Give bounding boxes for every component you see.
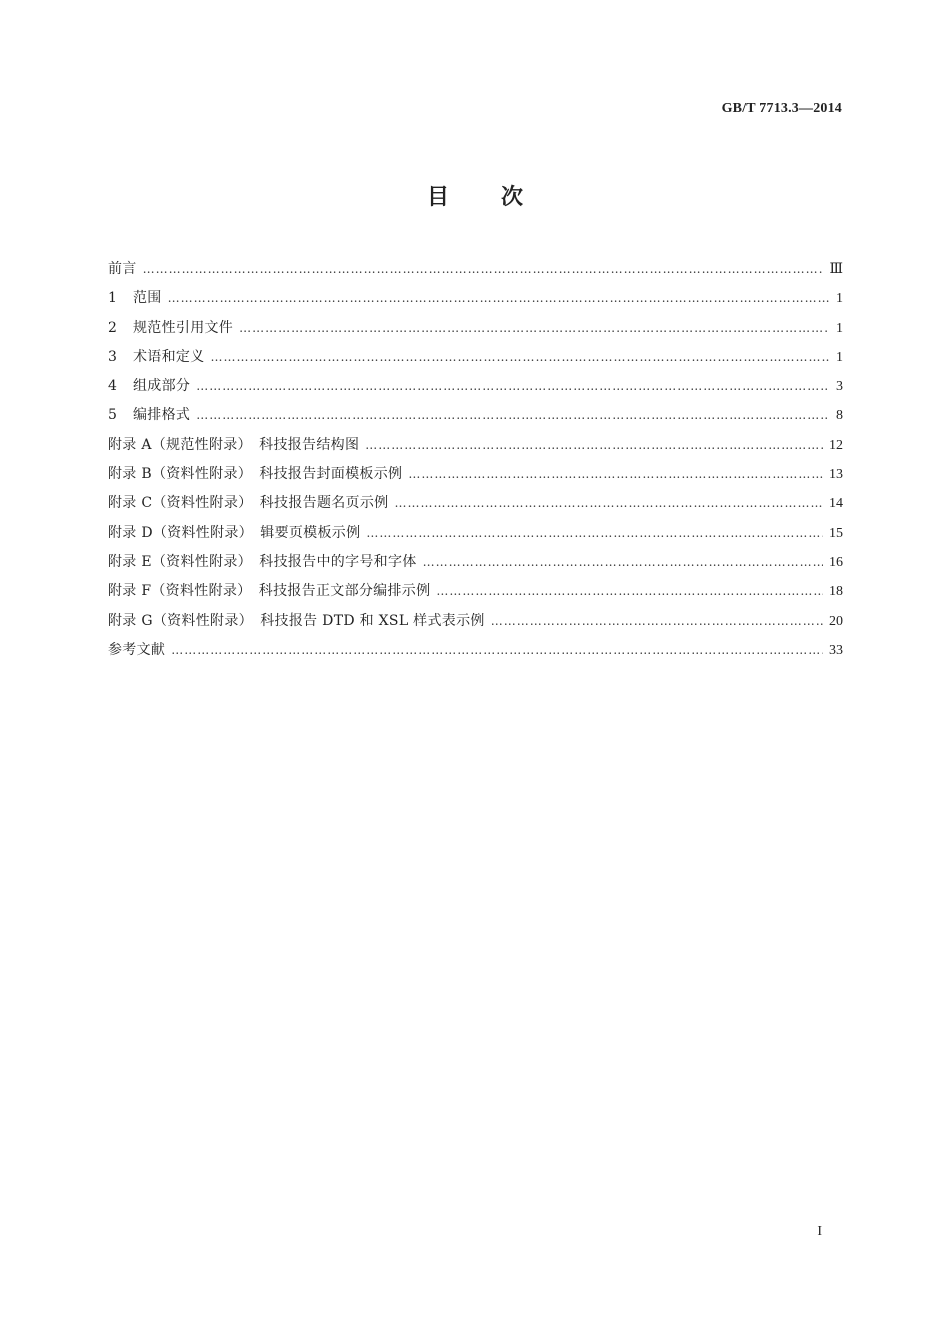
toc-entry-label: 附录 F（资料性附录） 科技报告正文部分编排示例: [108, 583, 431, 600]
toc-entry-label: 附录 C（资料性附录） 科技报告题名页示例: [108, 495, 389, 512]
toc-entry-number: 2: [108, 319, 117, 336]
toc-entry-appendix-c[interactable]: [108, 492, 843, 521]
toc-entry-page: 18: [829, 584, 843, 600]
toc-leader-dots: [423, 555, 823, 569]
toc-entry-page: 14: [829, 496, 843, 512]
toc-entry-page: 12: [829, 437, 843, 453]
table-of-contents: [108, 258, 843, 668]
toc-entry-label: 附录 D（资料性附录） 辑要页模板示例: [108, 524, 361, 541]
toc-entry-page: 3: [836, 379, 843, 395]
toc-leader-dots: [143, 262, 824, 276]
toc-entry-1[interactable]: [108, 287, 843, 316]
toc-entry-page: 1: [836, 320, 843, 336]
toc-entry-appendix-f[interactable]: [108, 580, 843, 609]
toc-entry-5[interactable]: [108, 404, 843, 433]
page-title: [0, 180, 950, 211]
toc-entry-appendix-e[interactable]: [108, 551, 843, 580]
toc-entry-label: 附录 E（资料性附录） 科技报告中的字号和字体: [108, 553, 417, 570]
toc-entry-label: 范围: [133, 290, 162, 307]
toc-leader-dots: [436, 584, 823, 598]
toc-entry-page: 20: [829, 613, 843, 629]
toc-leader-dots: [196, 379, 829, 393]
toc-entry-references[interactable]: [108, 639, 843, 668]
page-title-part2: 次: [501, 185, 524, 210]
toc-entry-label: 规范性引用文件: [133, 319, 234, 336]
toc-entry-page: 8: [836, 408, 843, 424]
toc-entry-label: 前言: [108, 261, 137, 277]
toc-entry-page: 1: [836, 349, 843, 365]
toc-entry-appendix-g[interactable]: [108, 610, 843, 639]
toc-entry-label: 附录 B（资料性附录） 科技报告封面模板示例: [108, 466, 403, 483]
toc-leader-dots: [491, 614, 823, 628]
toc-leader-dots: [168, 291, 829, 305]
toc-entry-page: 15: [829, 525, 843, 541]
toc-entry-label: 组成部分: [133, 378, 191, 395]
toc-entry-label: 编排格式: [133, 407, 191, 424]
toc-entry-4[interactable]: [108, 375, 843, 404]
standard-code: GB/T 7713.3—2014: [721, 101, 842, 116]
toc-leader-dots: [211, 350, 830, 364]
toc-entry-label: 附录 G（资料性附录） 科技报告 DTD 和 XSL 样式表示例: [108, 612, 485, 629]
toc-leader-dots: [196, 408, 829, 422]
toc-entry-page: 33: [829, 642, 843, 658]
toc-entry-preface[interactable]: [108, 258, 843, 287]
toc-entry-2[interactable]: [108, 317, 843, 346]
page-number: I: [817, 1224, 822, 1239]
toc-entry-appendix-b[interactable]: [108, 463, 843, 492]
page-title-part1: 目: [426, 185, 449, 210]
toc-entry-page: 1: [836, 291, 843, 307]
toc-entry-number: 5: [108, 407, 117, 424]
toc-leader-dots: [366, 526, 823, 540]
toc-leader-dots: [239, 321, 829, 335]
toc-entry-appendix-d[interactable]: [108, 522, 843, 551]
toc-leader-dots: [408, 467, 823, 481]
toc-entry-label: 附录 A（规范性附录） 科技报告结构图: [108, 436, 360, 453]
toc-leader-dots: [365, 438, 823, 452]
toc-leader-dots: [394, 496, 823, 510]
toc-leader-dots: [171, 643, 823, 657]
toc-entry-number: 3: [108, 348, 117, 365]
toc-entry-3[interactable]: [108, 346, 843, 375]
toc-entry-number: 1: [108, 290, 117, 307]
toc-entry-appendix-a[interactable]: [108, 434, 843, 463]
toc-entry-page: 16: [829, 554, 843, 570]
toc-entry-number: 4: [108, 378, 117, 395]
toc-entry-label: 术语和定义: [133, 348, 205, 365]
toc-entry-label: 参考文献: [108, 641, 166, 658]
toc-entry-page: Ⅲ: [829, 262, 843, 277]
toc-entry-page: 13: [829, 467, 843, 483]
